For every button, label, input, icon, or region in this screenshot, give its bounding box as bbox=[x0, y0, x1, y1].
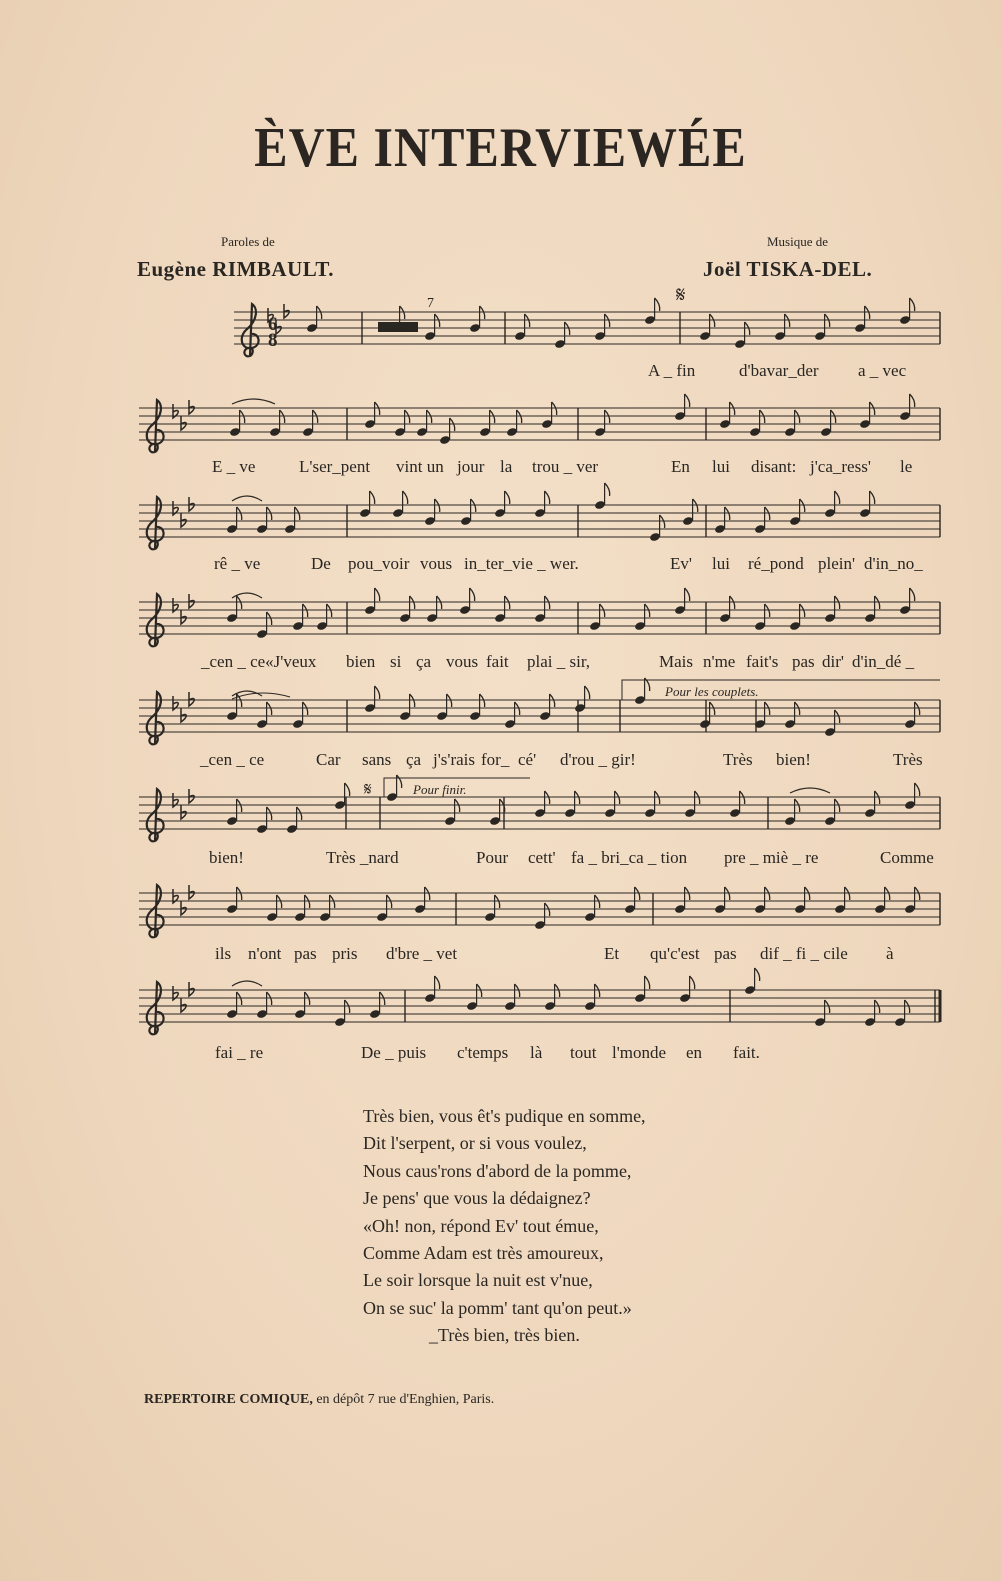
lyric-syllable: fai _ re bbox=[215, 1043, 264, 1062]
lyric-syllable: disant: bbox=[751, 457, 797, 476]
verse-text bbox=[363, 1103, 646, 1350]
lyric-syllable: Et bbox=[604, 944, 620, 963]
slur bbox=[232, 981, 262, 986]
verse-line: «Oh! non, répond Ev' tout émue, bbox=[363, 1215, 599, 1236]
lyrics-label: Paroles de bbox=[221, 234, 275, 249]
lyric-syllable: E _ ve bbox=[212, 457, 256, 476]
lyric-syllable: ça bbox=[416, 652, 432, 671]
note-flag bbox=[685, 394, 690, 407]
lyric-syllable: ils bbox=[215, 944, 232, 963]
lyric-syllable: bien! bbox=[776, 750, 811, 769]
lyric-syllable: Très bbox=[893, 750, 923, 769]
flat-sign bbox=[189, 594, 194, 608]
rest-count: 7 bbox=[427, 296, 434, 311]
note-flag bbox=[545, 491, 550, 504]
lyric-syllable: A _ fin bbox=[648, 361, 696, 380]
note-flag bbox=[755, 968, 760, 981]
verse-refrain-line: _Très bien, très bien. bbox=[429, 1325, 580, 1346]
lyric-syllable: pas bbox=[714, 944, 737, 963]
annotation-finir: Pour finir. bbox=[413, 782, 467, 797]
lyric-syllable: j's'rais bbox=[433, 750, 476, 769]
time-signature-bottom: 8 bbox=[268, 330, 278, 351]
lyric-syllable: c'temps bbox=[457, 1043, 509, 1062]
lyric-syllable: pou_voir bbox=[348, 554, 410, 573]
lyric-syllable: Très _nard bbox=[326, 848, 399, 867]
lyric-syllable: dir' bbox=[822, 652, 844, 671]
lyric-syllable: en bbox=[686, 1043, 703, 1062]
flat-sign bbox=[189, 497, 194, 511]
verse-line: Je pens' que vous la dédaignez? bbox=[363, 1188, 591, 1209]
lyric-syllable: De bbox=[311, 554, 331, 573]
lyric-syllable: fait's bbox=[746, 652, 779, 671]
verse-line: Dit l'serpent, or si vous voulez, bbox=[363, 1133, 587, 1154]
lyric-syllable: plein' bbox=[818, 554, 856, 573]
note-flag bbox=[915, 783, 920, 796]
note-flag bbox=[605, 483, 610, 496]
flat-sign bbox=[181, 416, 186, 430]
note-flag bbox=[835, 491, 840, 504]
publisher-name: REPERTOIRE COMIQUE, bbox=[144, 1392, 313, 1407]
music-composer: Joël TISKA-DEL. bbox=[703, 257, 873, 281]
lyric-syllable: d'in_no_ bbox=[864, 554, 923, 573]
publisher-address: en dépôt 7 rue d'Enghien, Paris. bbox=[316, 1392, 495, 1407]
lyric-syllable: vous bbox=[420, 554, 453, 573]
lyric-syllable: De _ puis bbox=[361, 1043, 427, 1062]
slur bbox=[790, 788, 830, 793]
lyric-syllable: dif _ fi _ cile bbox=[760, 944, 848, 963]
lyric-syllable: jour bbox=[457, 457, 485, 476]
lyric-syllable: trou _ ver bbox=[532, 457, 599, 476]
verse-line: Très bien, vous êt's pudique en somme, bbox=[363, 1106, 646, 1126]
note-flag bbox=[585, 686, 590, 699]
lyric-syllable: fait. bbox=[733, 1043, 760, 1062]
lyric-syllable: lui bbox=[712, 457, 730, 476]
note-flag bbox=[505, 491, 510, 504]
note-flag bbox=[655, 298, 660, 311]
lyric-syllable: lui bbox=[712, 554, 730, 573]
lyric-syllable: bien! bbox=[209, 848, 244, 867]
flat-sign bbox=[181, 610, 186, 624]
note-flag bbox=[685, 588, 690, 601]
lyric-syllable: cé' bbox=[518, 750, 537, 769]
time-signature-top: 6 bbox=[268, 314, 278, 335]
note-flag bbox=[375, 588, 380, 601]
lyric-syllable: qu'c'est bbox=[650, 944, 700, 963]
lyric-syllable: Ev' bbox=[670, 554, 692, 573]
annotation-couplets: Pour les couplets. bbox=[665, 684, 759, 699]
lyric-syllable: n'me bbox=[703, 652, 736, 671]
music-label: Musique de bbox=[767, 234, 829, 249]
lyric-syllable: tout bbox=[570, 1043, 597, 1062]
lyric-syllable: Très bbox=[723, 750, 753, 769]
lyric-syllable: pris bbox=[332, 944, 358, 963]
slur bbox=[232, 399, 275, 404]
lyric-syllable: vint un bbox=[396, 457, 444, 476]
lyric-syllable: rê _ ve bbox=[214, 554, 261, 573]
lyric-syllable: pre _ miè _ re bbox=[724, 848, 819, 867]
note-flag bbox=[370, 491, 375, 504]
lyric-syllable: cett' bbox=[528, 848, 556, 867]
publisher-footer bbox=[144, 1392, 494, 1408]
lyric-syllable: n'ont bbox=[248, 944, 282, 963]
lyric-syllable: Car bbox=[316, 750, 341, 769]
flat-sign bbox=[181, 901, 186, 915]
lyric-syllable: là bbox=[530, 1043, 543, 1062]
lyric-syllable: Pour bbox=[476, 848, 509, 867]
lyric-syllable: d'bre _ vet bbox=[386, 944, 458, 963]
note-flag bbox=[435, 976, 440, 989]
note-flag bbox=[910, 588, 915, 601]
lyric-syllable: _cen _ ce«J'veux bbox=[201, 652, 317, 671]
lyric-syllable: _cen _ ce bbox=[200, 750, 265, 769]
lyric-syllable: for_ bbox=[481, 750, 510, 769]
lyric-syllable: in_ter_vie _ wer. bbox=[464, 554, 579, 573]
note-flag bbox=[910, 298, 915, 311]
lyric-syllable: bien bbox=[346, 652, 376, 671]
verse-line: Le soir lorsque la nuit est v'nue, bbox=[363, 1270, 593, 1291]
lyric-syllable: Comme bbox=[880, 848, 934, 867]
verse-line: On se suc' la pomm' tant qu'on peut.» bbox=[363, 1297, 632, 1318]
slur bbox=[232, 496, 262, 501]
note-flag bbox=[375, 686, 380, 699]
lyric-syllable: si bbox=[390, 652, 402, 671]
flat-sign bbox=[181, 513, 186, 527]
verse-line: Comme Adam est très amoureux, bbox=[363, 1243, 604, 1264]
flat-sign bbox=[284, 304, 289, 318]
lyric-syllable: j'ca_ress' bbox=[810, 457, 871, 476]
lyric-syllable: le bbox=[900, 457, 913, 476]
lyric-syllable: vous bbox=[446, 652, 479, 671]
flat-sign bbox=[189, 789, 194, 803]
lyric-syllable: Mais bbox=[659, 652, 693, 671]
flat-sign bbox=[181, 805, 186, 819]
flat-sign bbox=[189, 692, 194, 706]
flat-sign bbox=[181, 998, 186, 1012]
segno-sign: 𝄋 bbox=[364, 779, 372, 800]
lyric-syllable: a _ vec bbox=[858, 361, 907, 380]
lyric-syllable: à bbox=[886, 944, 894, 963]
note-flag bbox=[470, 588, 475, 601]
lyric-syllable: plai _ sir, bbox=[527, 652, 591, 671]
flat-sign bbox=[189, 982, 194, 996]
lyric-syllable: L'ser_pent bbox=[299, 457, 371, 476]
lyrics-author: Eugène RIMBAULT. bbox=[137, 257, 335, 281]
lyric-syllable: ça bbox=[406, 750, 422, 769]
note-flag bbox=[397, 775, 402, 788]
note-flag bbox=[690, 976, 695, 989]
song-title: ÈVE INTERVIEWÉE bbox=[254, 115, 747, 179]
lyric-syllable: En bbox=[671, 457, 690, 476]
note-flag bbox=[645, 976, 650, 989]
lyric-syllable: d'bavar_der bbox=[739, 361, 819, 380]
lyric-syllable: pas bbox=[792, 652, 815, 671]
flat-sign bbox=[189, 885, 194, 899]
segno-sign: 𝄋 bbox=[676, 283, 686, 308]
flat-sign bbox=[189, 400, 194, 414]
note-flag bbox=[345, 783, 350, 796]
flat-sign bbox=[181, 708, 186, 722]
lyric-syllable: l'monde bbox=[612, 1043, 667, 1062]
multi-measure-rest bbox=[378, 322, 418, 332]
verse-line: Nous caus'rons d'abord de la pomme, bbox=[363, 1160, 632, 1181]
lyric-syllable: ré_pond bbox=[748, 554, 804, 573]
lyric-syllable: sans bbox=[362, 750, 392, 769]
note-flag bbox=[403, 491, 408, 504]
note-flag bbox=[910, 394, 915, 407]
lyric-syllable: fa _ bri_ca _ tion bbox=[571, 848, 688, 867]
lyric-syllable: d'rou _ gir! bbox=[560, 750, 636, 769]
lyric-syllable: pas bbox=[294, 944, 317, 963]
lyric-syllable: la bbox=[500, 457, 513, 476]
lyric-syllable: fait bbox=[486, 652, 509, 671]
note-flag bbox=[870, 491, 875, 504]
lyric-syllable: d'in_dé _ bbox=[852, 652, 915, 671]
